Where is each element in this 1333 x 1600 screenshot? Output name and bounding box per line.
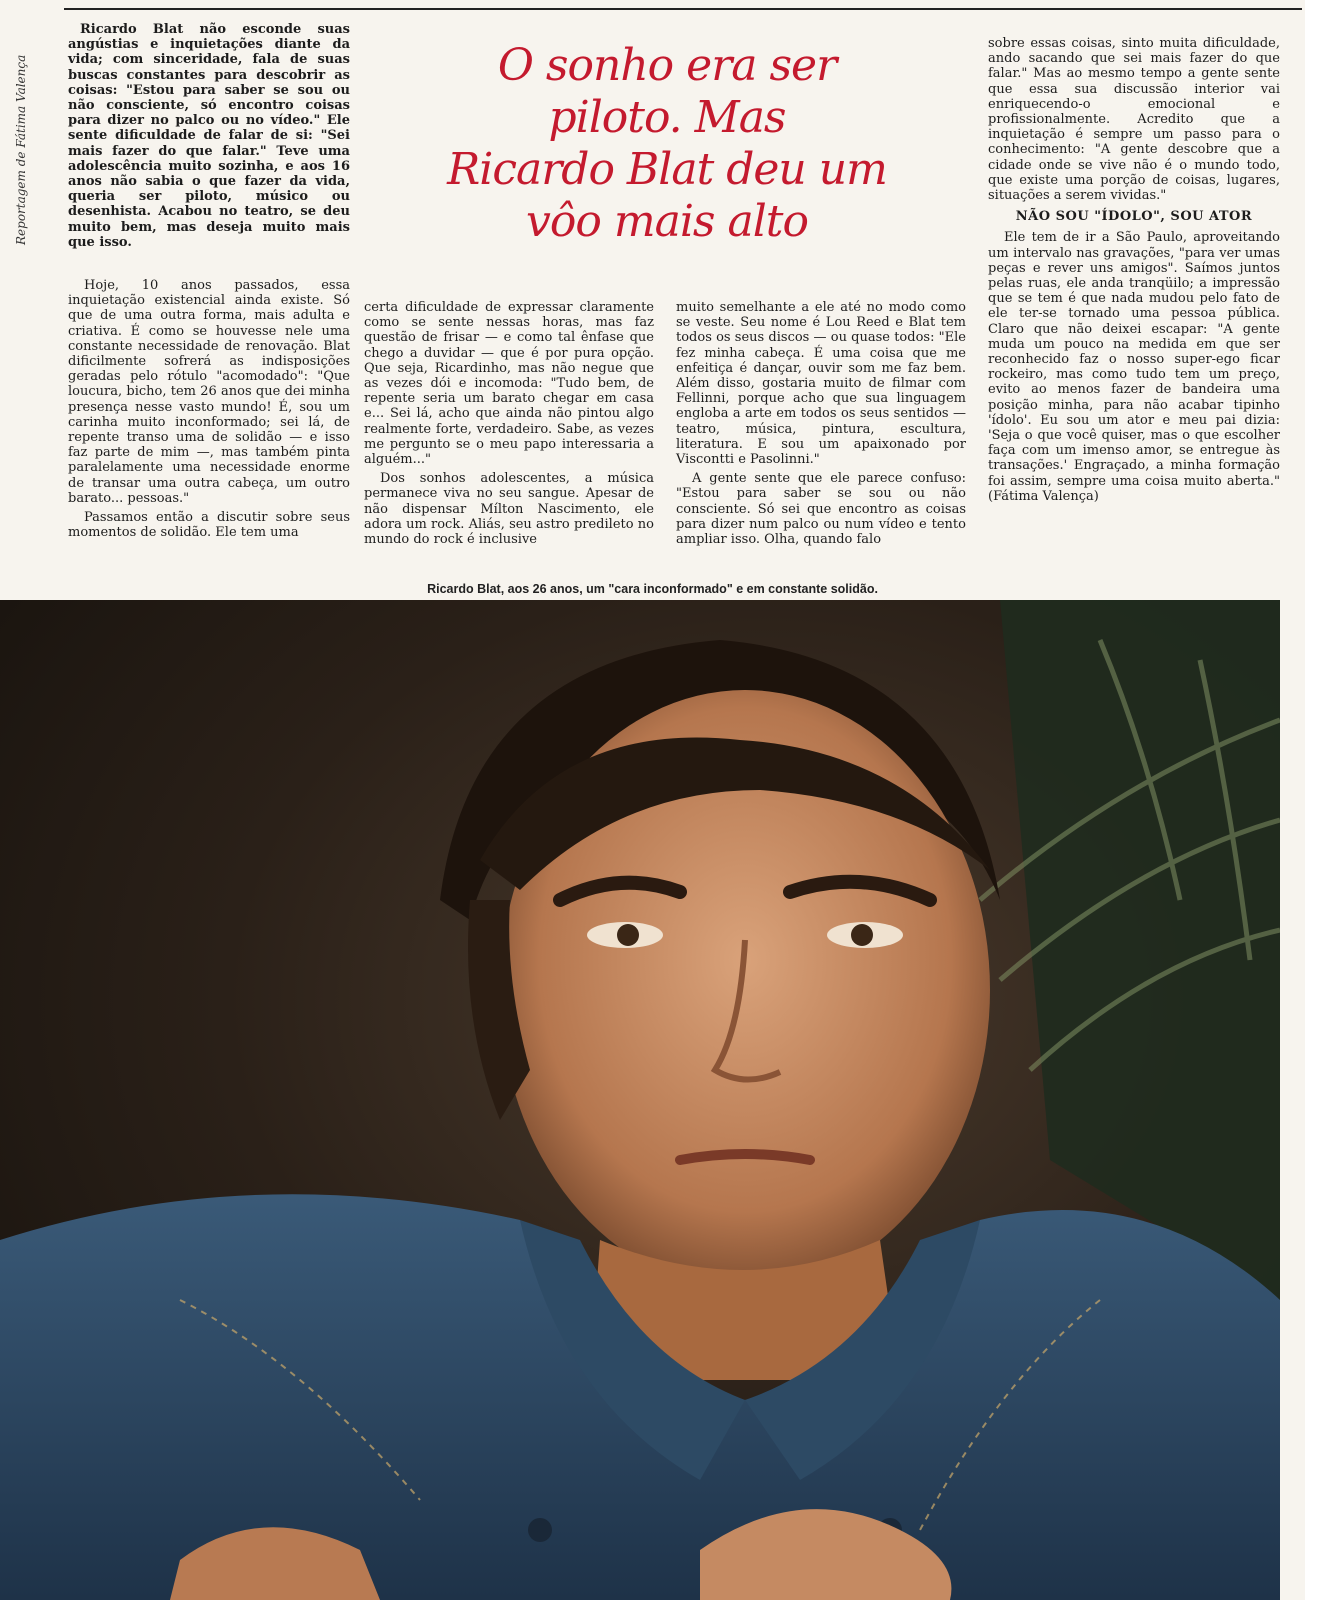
portrait-illustration (0, 600, 1280, 1600)
portrait-photo (0, 600, 1280, 1600)
paragraph: sobre essas coisas, sinto muita dificuldade, ando sacando que sei mais fazer do que falar." Mas ao mesmo tempo a gente sente que essa sua discussão interior vai enriquecendo-o emocional e profissionalmente. Acredito que a inquietação é sempre um passo para o conhecimento: "A gente descobre que a cidade onde se vive não é o mundo todo, que existe uma porção de coisas, lugares, situações a serem vividas." (988, 36, 1280, 204)
paragraph: certa dificuldade de expressar claramente como se sente nessas horas, mas faz questão de frisar — e como tal ênfase que chego a duvidar — que é por pura opção. Que seja, Ricardinho, mas não negue que as vezes dói e incomoda: "Tudo bem, de repente seria um barato chegar em casa e... Sei lá, acho que ainda não pintou algo realmente forte, verdadeiro. Sabe, as vezes me pergunto se o meu papo interessaria a alguém..." (364, 300, 654, 468)
lead-text: Ricardo Blat não esconde suas angústias e inquietações diante da vida; com sinceridade, fala de suas buscas constantes para descobrir as coisas: "Estou para saber se sou ou não consciente, só encontro coisas para dizer no palco ou no vídeo." Ele sente dificuldade de falar de si: "Sei mais fazer do que falar." Teve uma adolescência muito sozinha, e aos 16 anos não sabia o que fazer da vida, queria ser piloto, músico ou desenhista. Acabou no teatro, se deu muito bem, mas deseja muito mais que isso. (68, 22, 350, 250)
headline-line: vôo mais alto (526, 196, 808, 247)
paragraph: Ele tem de ir a São Paulo, aproveitando um intervalo nas gravações, "para ver umas peças e rever uns amigos". Saímos juntos pelas ruas, ele anda tranqüilo; a impressão que se tem é que nada mudou pelo fato de ele ter-se tornado uma pessoa pública. Claro que não deixei escapar: "A gente muda um pouco na medida em que ser reconhecido faz o nosso super-ego ficar rockeiro, mas como tudo tem um preço, evito ao menos fazer de bandeira uma posição minha, para não acabar tipinho 'ídolo'. Eu sou um ator e meu pai dizia: 'Seja o que você quiser, mas o que escolher faça com um imenso amor, se entregue às transações.' Engraçado, a minha formação foi assim, sempre uma coisa muito aberta." (Fátima Valença) (988, 230, 1280, 504)
column-1 (68, 278, 350, 544)
paragraph: Dos sonhos adolescentes, a música permanece viva no seu sangue. Apesar de não dispensar Mílton Nascimento, ele adora um rock. Aliás, seu astro predileto no mundo do rock é inclusive (364, 471, 654, 548)
top-rule (64, 8, 1302, 10)
paragraph: muito semelhante a ele até no modo como se veste. Seu nome é Lou Reed e Blat tem todos os seus discos — ou quase todos: "Ele fez minha cabeça. É uma coisa que me enfeitiça é dançar, ouvir som me faz bem. Além disso, gostaria muito de filmar com Fellinni, porque acho que sua linguagem engloba a arte em todos os seus sentidos — teatro, música, pintura, escultura, literatura. E sou um apaixonado por Viscontti e Pasolinni." (676, 300, 966, 468)
byline: Reportagem de Fátima Valença (14, 54, 28, 246)
column-4 (988, 36, 1280, 508)
headline-line: Ricardo Blat deu um (447, 144, 887, 195)
lead-paragraph (68, 22, 350, 250)
headline (372, 40, 962, 248)
photo-caption: Ricardo Blat, aos 26 anos, um "cara inconformado" e em constante solidão. (427, 582, 878, 596)
paragraph: Hoje, 10 anos passados, essa inquietação existencial ainda existe. Só que de uma outra forma, mais adulta e criativa. É como se houvesse nele uma constante necessidade de renovação. Blat dificilmente sofrerá as indisposições geradas pelo rótulo "acomodado": "Que loucura, bicho, tem 26 anos que dei minha presença nesse vasto mundo! É, sou um carinha muito inconformado; sei lá, de repente transo uma de solidão — e isso faz parte de mim —, mas também pinta paralelamente uma necessidade enorme de transar uma outra cabeça, um outro barato... pessoas." (68, 278, 350, 506)
paragraph: A gente sente que ele parece confuso: "Estou para saber se sou ou não consciente. Só sei que encontro as coisas para dizer num palco ou num vídeo e tento ampliar isso. Olha, quando falo (676, 471, 966, 548)
column-3 (676, 300, 966, 551)
headline-line: O sonho era ser (497, 40, 837, 91)
section-subhead: NÃO SOU "ÍDOLO", SOU ATOR (1015, 209, 1253, 225)
column-2 (364, 300, 654, 551)
paragraph: Passamos então a discutir sobre seus momentos de solidão. Ele tem uma (68, 510, 350, 541)
headline-line: piloto. Mas (548, 92, 786, 143)
